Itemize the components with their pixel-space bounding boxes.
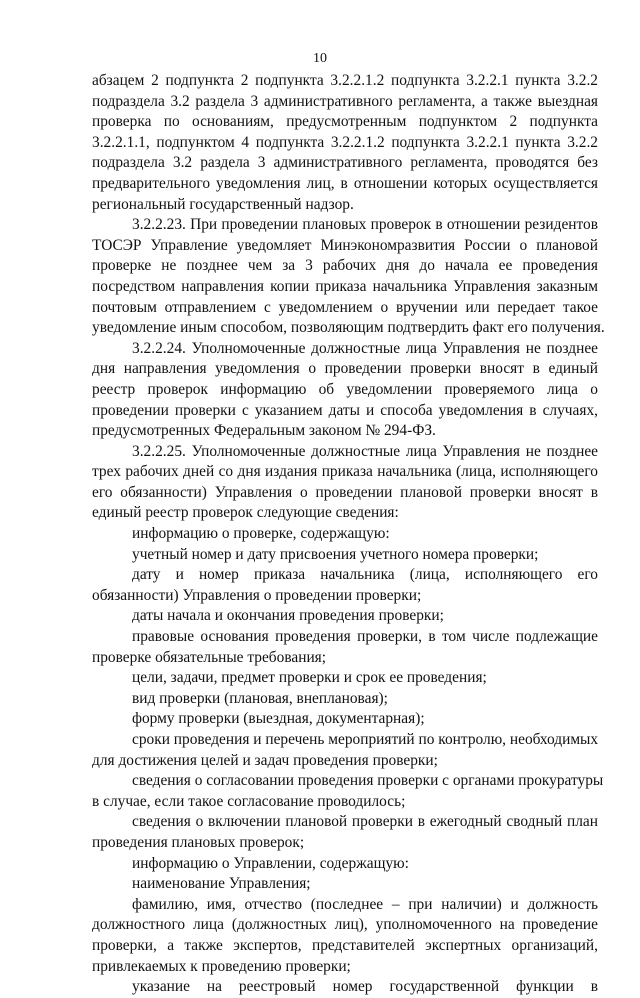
text-line: 3.2.2.24. Уполномоченные должностные лица Управления не позднее [132, 339, 598, 357]
text-line: единый реестр проверок следующие сведения: [92, 504, 399, 522]
page-number: 10 [313, 51, 327, 66]
text-line: уведомление иным способом, позволяющим подтвердить факт его получения. [92, 319, 605, 337]
document-body [92, 71, 605, 998]
text-line: указание на реестровый номер государственной функции в [132, 978, 598, 996]
text-line: региональный государственный надзор. [92, 195, 354, 213]
text-line: привлекаемых к проведению проверки; [92, 957, 351, 975]
text-line: для достижения целей и задач проведения проверки; [92, 751, 438, 769]
text-line: вид проверки (плановая, внеплановая); [132, 689, 388, 707]
text-line: форму проверки (выездная, документарная); [132, 710, 425, 728]
text-line: подраздела 3.2 раздела 3 административного регламента, проводятся без [92, 154, 598, 172]
text-line: сведения о согласовании проведения проверки с органами прокуратуры [132, 772, 604, 790]
text-line: почтовым отправлением с уведомлением о вручении или передает такое [92, 298, 598, 316]
text-line: дату и номер приказа начальника (лица, исполняющего его [132, 566, 598, 584]
text-line: проверке не позднее чем за 3 рабочих дня до начала ее проведения [92, 257, 598, 275]
text-line: предусмотренных Федеральным законом № 294-ФЗ. [92, 422, 436, 440]
text-line: абзацем 2 подпункта 2 подпункта 3.2.2.1.2 подпункта 3.2.2.1 пункта 3.2.2 [92, 72, 598, 89]
text-line: 3.2.2.25. Уполномоченные должностные лица Управления не позднее [132, 442, 598, 460]
text-line: правовые основания проведения проверки, в том числе подлежащие [132, 628, 598, 646]
text-line: должностного лица (должностных лиц), уполномоченного на проведение [92, 916, 598, 934]
text-line: в случае, если такое согласование проводилось; [92, 792, 406, 810]
text-line: проверки, а также экспертов, представителей экспертных организаций, [92, 936, 598, 954]
text-line: проведения плановых проверок; [92, 833, 305, 851]
text-line: посредством направления копии приказа начальника Управления заказным [92, 277, 598, 295]
text-line: предварительного уведомления лиц, в отношении которых осуществляется [92, 174, 598, 192]
text-line: информацию о Управлении, содержащую: [132, 854, 409, 872]
text-line: учетный номер и дату присвоения учетного номера проверки; [132, 545, 539, 563]
text-line: проведении проверки с указанием даты и способа уведомления в случаях, [92, 401, 598, 419]
text-line: сведения о включении плановой проверки в ежегодный сводный план [132, 813, 598, 831]
text-line: проверка по основаниям, предусмотренным подпунктом 2 подпункта [92, 113, 598, 131]
text-line: цели, задачи, предмет проверки и срок ее проведения; [132, 669, 487, 687]
text-line: даты начала и окончания проведения проверки; [132, 607, 444, 625]
text-line: трех рабочих дней со дня издания приказа начальника (лица, исполняющего [92, 463, 598, 481]
text-line: ТОСЭР Управление уведомляет Минэкономразвития России о плановой [92, 236, 598, 254]
text-line: подраздела 3.2 раздела 3 административного регламента, а также выездная [92, 92, 598, 110]
text-line: реестр проверок информацию об уведомлении проверяемого лица о [92, 380, 598, 398]
text-line: наименование Управления; [132, 875, 311, 893]
text-line: 3.2.2.1.1, подпунктом 4 подпункта 3.2.2.1.2 подпункта 3.2.2.1 пункта 3.2.2 [92, 133, 598, 151]
text-line: проверке обязательные требования; [92, 648, 327, 666]
text-line: обязанности) Управления о проведении проверки; [92, 586, 422, 604]
text-line: дня направления уведомления о проведении проверки вносят в единый [92, 360, 598, 378]
text-line: 3.2.2.23. При проведении плановых проверок в отношении резидентов [132, 216, 598, 234]
text-line: информацию о проверке, содержащую: [132, 525, 390, 543]
text-line: его обязанности) Управления о проведении плановой проверки вносят в [92, 483, 598, 501]
text-line: сроки проведения и перечень мероприятий по контролю, необходимых [132, 731, 599, 748]
text-line: фамилию, имя, отчество (последнее – при наличии) и должность [132, 895, 598, 913]
